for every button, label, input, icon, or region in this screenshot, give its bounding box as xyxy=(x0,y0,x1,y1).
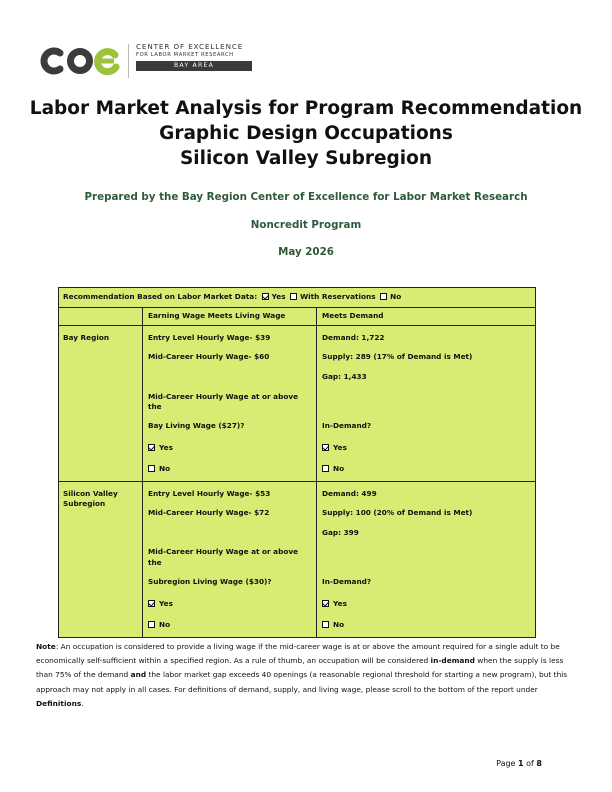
logo-divider xyxy=(128,44,129,78)
sv-supply: Supply: 100 (20% of Demand is Met) xyxy=(322,508,473,517)
logo-line-1: CENTER OF EXCELLENCE xyxy=(136,42,244,51)
col-header-wage: Earning Wage Meets Living Wage xyxy=(148,311,286,320)
sv-wage-yes xyxy=(148,599,173,609)
note-text-1: : An occupation is considered to provide a living wage if the mid-career wage is at or above the amount required for a single adult to be economically self-sufficient within a specified region. As a rule of thumb, an occupation will be considered xyxy=(36,642,560,666)
title-line-2: Graphic Design Occupations xyxy=(159,123,453,144)
bay-question-line-1: Mid-Career Hourly Wage at or above xyxy=(148,392,299,401)
note-text-3: the labor market gap exceeds 40 openings (a reasonable regional threshold for starting a new program), but this approach may not apply in all cases. For definitions of demand, supply, and living wage, please scroll to the bottom of the report under xyxy=(36,670,568,694)
checkbox-empty-icon xyxy=(148,465,155,472)
prepared-by: Prepared by the Bay Region Center of Excellence for Labor Market Research xyxy=(84,191,528,203)
checkbox-empty-icon xyxy=(322,621,329,628)
bay-indemand-question: In-Demand? xyxy=(322,421,372,430)
report-date: May 2026 xyxy=(278,246,334,258)
note-text-4: . xyxy=(81,698,84,708)
note-paragraph xyxy=(36,640,576,711)
note-text-2: when the supply is less than 75% of the demand xyxy=(36,656,564,680)
bay-wage-yes-label: Yes xyxy=(159,443,173,452)
table-rule xyxy=(59,307,535,308)
title-line-1: Labor Market Analysis for Program Recommendation xyxy=(29,98,583,119)
checkbox-checked-icon xyxy=(148,444,155,451)
checkbox-empty-icon xyxy=(380,293,387,300)
region-bay: Bay Region xyxy=(63,333,110,342)
recommendation-no: No xyxy=(390,292,402,301)
coe-logo xyxy=(36,42,256,80)
bay-gap: Gap: 1,433 xyxy=(322,372,367,381)
bay-demand-no-label: No xyxy=(333,464,345,473)
recommendation-label: Recommendation Based on Labor Market Data: xyxy=(63,292,258,301)
region-sv-line-2: Subregion xyxy=(63,499,106,508)
checkbox-empty-icon xyxy=(290,293,297,300)
logo-text xyxy=(136,42,256,71)
title-line-3: Silicon Valley Subregion xyxy=(179,148,433,169)
sv-question-line-1: Mid-Career Hourly Wage at or above xyxy=(148,547,299,556)
sv-mid-wage: Mid-Career Hourly Wage- $72 xyxy=(148,508,270,517)
checkbox-checked-icon xyxy=(262,293,269,300)
sv-indemand-question: In-Demand? xyxy=(322,577,372,586)
recommendation-reservations: With Reservations xyxy=(300,292,376,301)
note-bold-in-demand: in-demand xyxy=(430,656,475,666)
checkbox-checked-icon xyxy=(148,600,155,607)
page-current: 1 xyxy=(518,759,524,768)
note-bold-and: and xyxy=(130,670,147,680)
sv-gap: Gap: 399 xyxy=(322,528,359,537)
region-sv-line-1: Silicon Valley xyxy=(63,489,118,498)
table-rule xyxy=(59,481,535,482)
recommendation-row xyxy=(63,292,401,302)
coe-logo-mark xyxy=(36,46,120,76)
bay-demand: Demand: 1,722 xyxy=(322,333,385,342)
checkbox-checked-icon xyxy=(322,444,329,451)
table-rule xyxy=(316,307,317,638)
sv-demand-no xyxy=(322,620,344,630)
bay-wage-yes xyxy=(148,443,173,453)
table-rule xyxy=(142,307,143,638)
page-number xyxy=(496,759,542,768)
sv-demand-yes xyxy=(322,599,347,609)
bay-demand-yes-label: Yes xyxy=(333,443,347,452)
bay-entry-wage: Entry Level Hourly Wage- $39 xyxy=(148,333,271,342)
logo-line-2: FOR LABOR MARKET RESEARCH xyxy=(136,52,234,58)
sv-entry-wage: Entry Level Hourly Wage- $53 xyxy=(148,489,271,498)
sv-question-line-3: Subregion Living Wage ($30)? xyxy=(148,577,272,586)
bay-question-line-2: the xyxy=(148,402,162,411)
recommendation-yes: Yes xyxy=(271,292,286,301)
checkbox-checked-icon xyxy=(322,600,329,607)
bay-question-line-3: Bay Living Wage ($27)? xyxy=(148,421,245,430)
checkbox-empty-icon xyxy=(148,621,155,628)
sv-demand: Demand: 499 xyxy=(322,489,377,498)
bay-demand-yes xyxy=(322,443,347,453)
recommendation-table xyxy=(58,287,536,638)
bay-wage-no-label: No xyxy=(159,464,171,473)
sv-demand-yes-label: Yes xyxy=(333,599,347,608)
checkbox-empty-icon xyxy=(322,465,329,472)
page-of-label: of xyxy=(526,759,534,768)
sv-wage-yes-label: Yes xyxy=(159,599,173,608)
logo-line-3: BAY AREA xyxy=(136,61,252,71)
col-header-demand: Meets Demand xyxy=(322,311,384,320)
sv-question-line-2: the xyxy=(148,558,162,567)
program-type: Noncredit Program xyxy=(250,219,362,231)
note-definitions-link: Definitions xyxy=(36,698,82,708)
page-total: 8 xyxy=(536,759,542,768)
sv-wage-no-label: No xyxy=(159,620,171,629)
bay-wage-no xyxy=(148,464,170,474)
sv-wage-no xyxy=(148,620,170,630)
bay-demand-no xyxy=(322,464,344,474)
table-rule xyxy=(59,325,535,326)
page-label: Page xyxy=(496,759,516,768)
note-label: Note xyxy=(36,642,56,651)
bay-supply: Supply: 289 (17% of Demand is Met) xyxy=(322,352,473,361)
bay-mid-wage: Mid-Career Hourly Wage- $60 xyxy=(148,352,270,361)
report-title xyxy=(0,96,612,171)
sv-demand-no-label: No xyxy=(333,620,345,629)
